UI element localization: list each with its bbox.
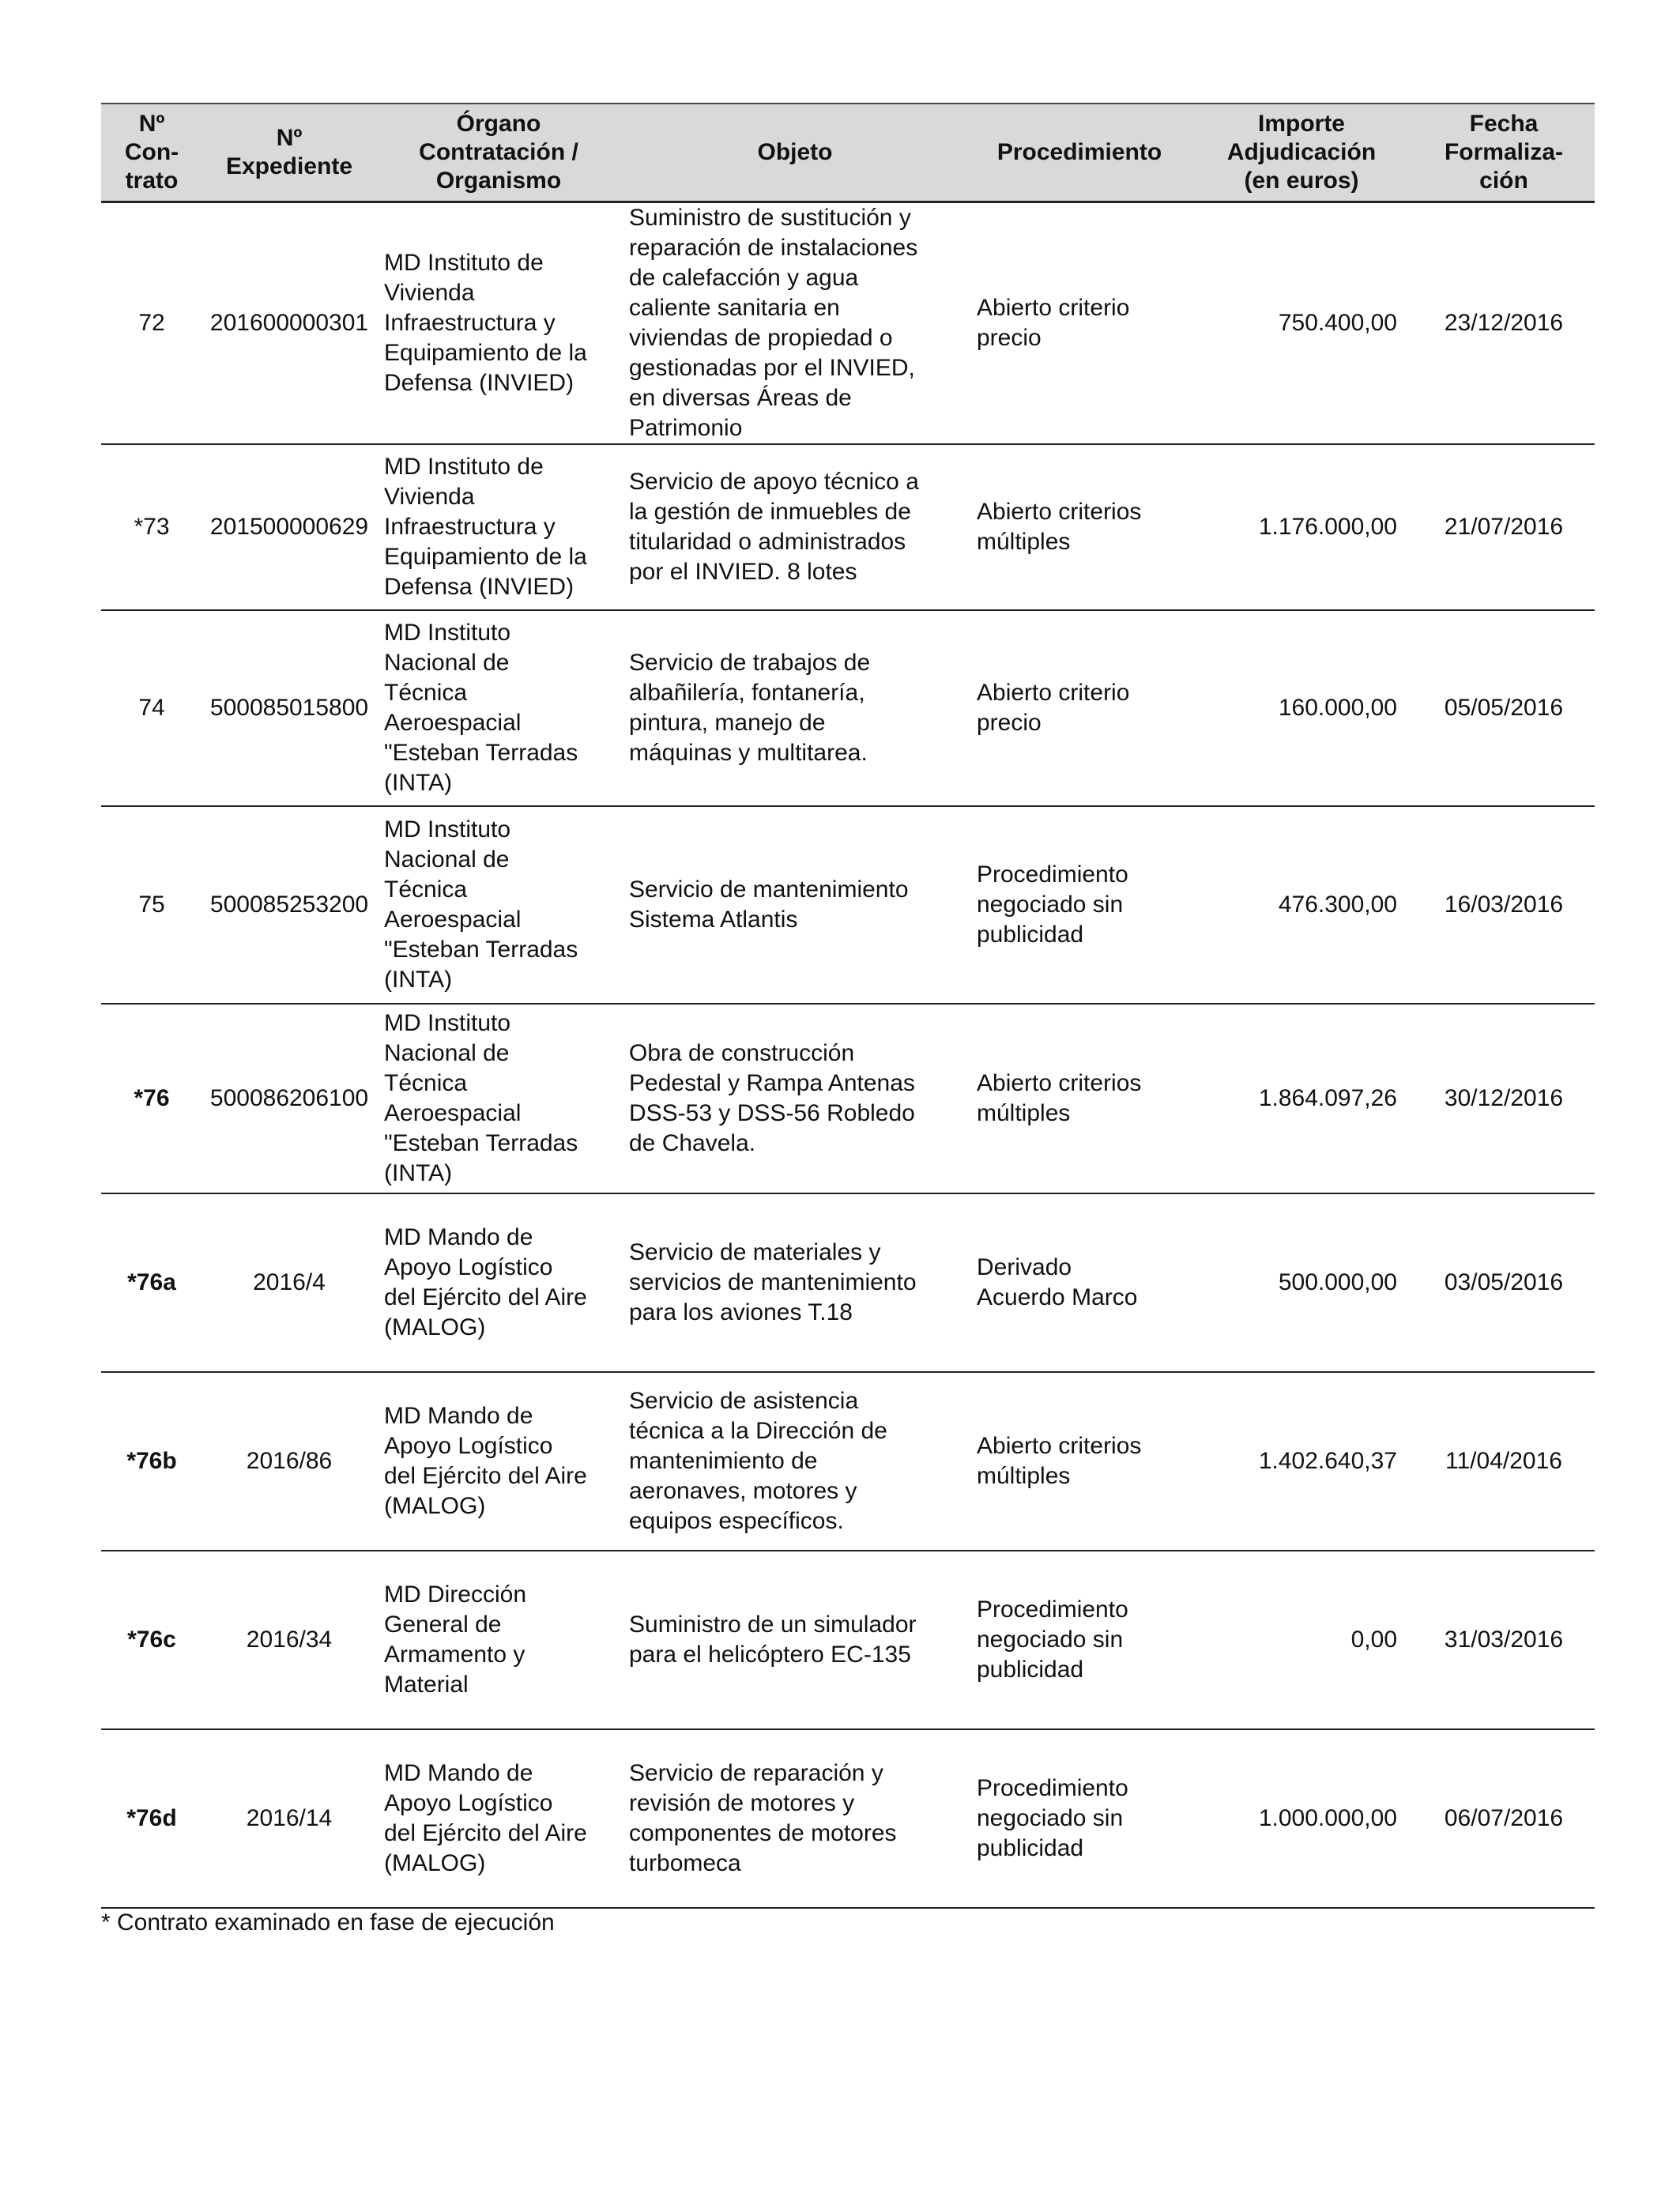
cell-procedimiento: Derivado Acuerdo Marco (969, 1193, 1190, 1372)
cell-expediente: 2016/14 (202, 1729, 376, 1908)
cell-procedimiento: Abierto criterio precio (969, 202, 1190, 445)
cell-objeto: Servicio de materiales y servicios de mantenimiento para los aviones T.18 (621, 1193, 969, 1372)
cell-procedimiento: Abierto criterios múltiples (969, 1004, 1190, 1193)
cell-num-contrato: *76a (101, 1193, 202, 1372)
cell-fecha: 21/07/2016 (1413, 444, 1595, 610)
header-objeto: Objeto (621, 104, 969, 202)
cell-procedimiento: Abierto criterios múltiples (969, 444, 1190, 610)
cell-num-contrato: *76 (101, 1004, 202, 1193)
cell-objeto: Servicio de trabajos de albañilería, fontanería, pintura, manejo de máquinas y multitarea. (621, 610, 969, 806)
table-row (101, 1372, 1595, 1551)
table-header (101, 104, 1595, 202)
header-row (101, 104, 1595, 202)
cell-num-contrato: *76d (101, 1729, 202, 1908)
cell-fecha: 31/03/2016 (1413, 1551, 1595, 1729)
cell-fecha: 30/12/2016 (1413, 1004, 1595, 1193)
table-row (101, 444, 1595, 610)
cell-importe: 1.864.097,26 (1190, 1004, 1413, 1193)
cell-expediente: 201500000629 (202, 444, 376, 610)
cell-num-contrato: *73 (101, 444, 202, 610)
cell-objeto: Obra de construcción Pedestal y Rampa Antenas DSS-53 y DSS-56 Robledo de Chavela. (621, 1004, 969, 1193)
contracts-table (101, 103, 1595, 1909)
cell-organo: MD Mando de Apoyo Logístico del Ejército del Aire (MALOG) (376, 1372, 621, 1551)
cell-organo: MD Mando de Apoyo Logístico del Ejército del Aire (MALOG) (376, 1729, 621, 1908)
cell-expediente: 2016/34 (202, 1551, 376, 1729)
table-row (101, 1193, 1595, 1372)
cell-organo: MD Instituto de Vivienda Infraestructura y Equipamiento de la Defensa (INVIED) (376, 444, 621, 610)
cell-fecha: 05/05/2016 (1413, 610, 1595, 806)
table-row (101, 202, 1595, 445)
cell-procedimiento: Abierto criterios múltiples (969, 1372, 1190, 1551)
cell-expediente: 500085015800 (202, 610, 376, 806)
cell-importe: 1.402.640,37 (1190, 1372, 1413, 1551)
table-body (101, 202, 1595, 1909)
cell-organo: MD Instituto Nacional de Técnica Aeroespacial "Esteban Terradas (INTA) (376, 1004, 621, 1193)
cell-procedimiento: Procedimiento negociado sin publicidad (969, 1729, 1190, 1908)
cell-fecha: 03/05/2016 (1413, 1193, 1595, 1372)
cell-objeto: Servicio de apoyo técnico a la gestión de inmuebles de titularidad o administrados por el INVIED. 8 lotes (621, 444, 969, 610)
cell-num-contrato: 74 (101, 610, 202, 806)
cell-fecha: 16/03/2016 (1413, 806, 1595, 1004)
cell-fecha: 23/12/2016 (1413, 202, 1595, 445)
cell-num-contrato: 72 (101, 202, 202, 445)
cell-organo: MD Instituto Nacional de Técnica Aeroespacial "Esteban Terradas (INTA) (376, 806, 621, 1004)
cell-organo: MD Mando de Apoyo Logístico del Ejército del Aire (MALOG) (376, 1193, 621, 1372)
cell-organo: MD Instituto de Vivienda Infraestructura y Equipamiento de la Defensa (INVIED) (376, 202, 621, 445)
cell-num-contrato: 75 (101, 806, 202, 1004)
table-row (101, 806, 1595, 1004)
cell-objeto: Servicio de mantenimiento Sistema Atlantis (621, 806, 969, 1004)
cell-objeto: Suministro de un simulador para el helicóptero EC-135 (621, 1551, 969, 1729)
cell-organo: MD Dirección General de Armamento y Material (376, 1551, 621, 1729)
cell-importe: 500.000,00 (1190, 1193, 1413, 1372)
header-organo: Órgano Contratación / Organismo (376, 104, 621, 202)
cell-objeto: Servicio de asistencia técnica a la Dirección de mantenimiento de aeronaves, motores y equipos específicos. (621, 1372, 969, 1551)
cell-importe: 160.000,00 (1190, 610, 1413, 806)
cell-importe: 1.176.000,00 (1190, 444, 1413, 610)
cell-importe: 750.400,00 (1190, 202, 1413, 445)
header-num-expediente: Nº Expediente (202, 104, 376, 202)
cell-fecha: 11/04/2016 (1413, 1372, 1595, 1551)
cell-organo: MD Instituto Nacional de Técnica Aeroespacial "Esteban Terradas (INTA) (376, 610, 621, 806)
table-row (101, 1551, 1595, 1729)
cell-fecha: 06/07/2016 (1413, 1729, 1595, 1908)
cell-expediente: 2016/4 (202, 1193, 376, 1372)
cell-importe: 0,00 (1190, 1551, 1413, 1729)
cell-expediente: 500085253200 (202, 806, 376, 1004)
cell-procedimiento: Procedimiento negociado sin publicidad (969, 806, 1190, 1004)
cell-objeto: Servicio de reparación y revisión de motores y componentes de motores turbomeca (621, 1729, 969, 1908)
cell-expediente: 500086206100 (202, 1004, 376, 1193)
table-row (101, 1729, 1595, 1908)
cell-expediente: 201600000301 (202, 202, 376, 445)
cell-importe: 476.300,00 (1190, 806, 1413, 1004)
table-row (101, 610, 1595, 806)
cell-num-contrato: *76c (101, 1551, 202, 1729)
cell-importe: 1.000.000,00 (1190, 1729, 1413, 1908)
cell-objeto: Suministro de sustitución y reparación de instalaciones de calefacción y agua caliente sanitaria en viviendas de propiedad o gestionadas por el INVIED, en diversas Áreas de Patrimonio (621, 202, 969, 445)
header-fecha: Fecha Formaliza- ción (1413, 104, 1595, 202)
cell-expediente: 2016/86 (202, 1372, 376, 1551)
cell-procedimiento: Procedimiento negociado sin publicidad (969, 1551, 1190, 1729)
header-num-contrato: Nº Con- trato (101, 104, 202, 202)
footnote: * Contrato examinado en fase de ejecución (101, 1909, 555, 1936)
header-importe: Importe Adjudicación (en euros) (1190, 104, 1413, 202)
header-procedimiento: Procedimiento (969, 104, 1190, 202)
table-row (101, 1004, 1595, 1193)
cell-num-contrato: *76b (101, 1372, 202, 1551)
cell-procedimiento: Abierto criterio precio (969, 610, 1190, 806)
